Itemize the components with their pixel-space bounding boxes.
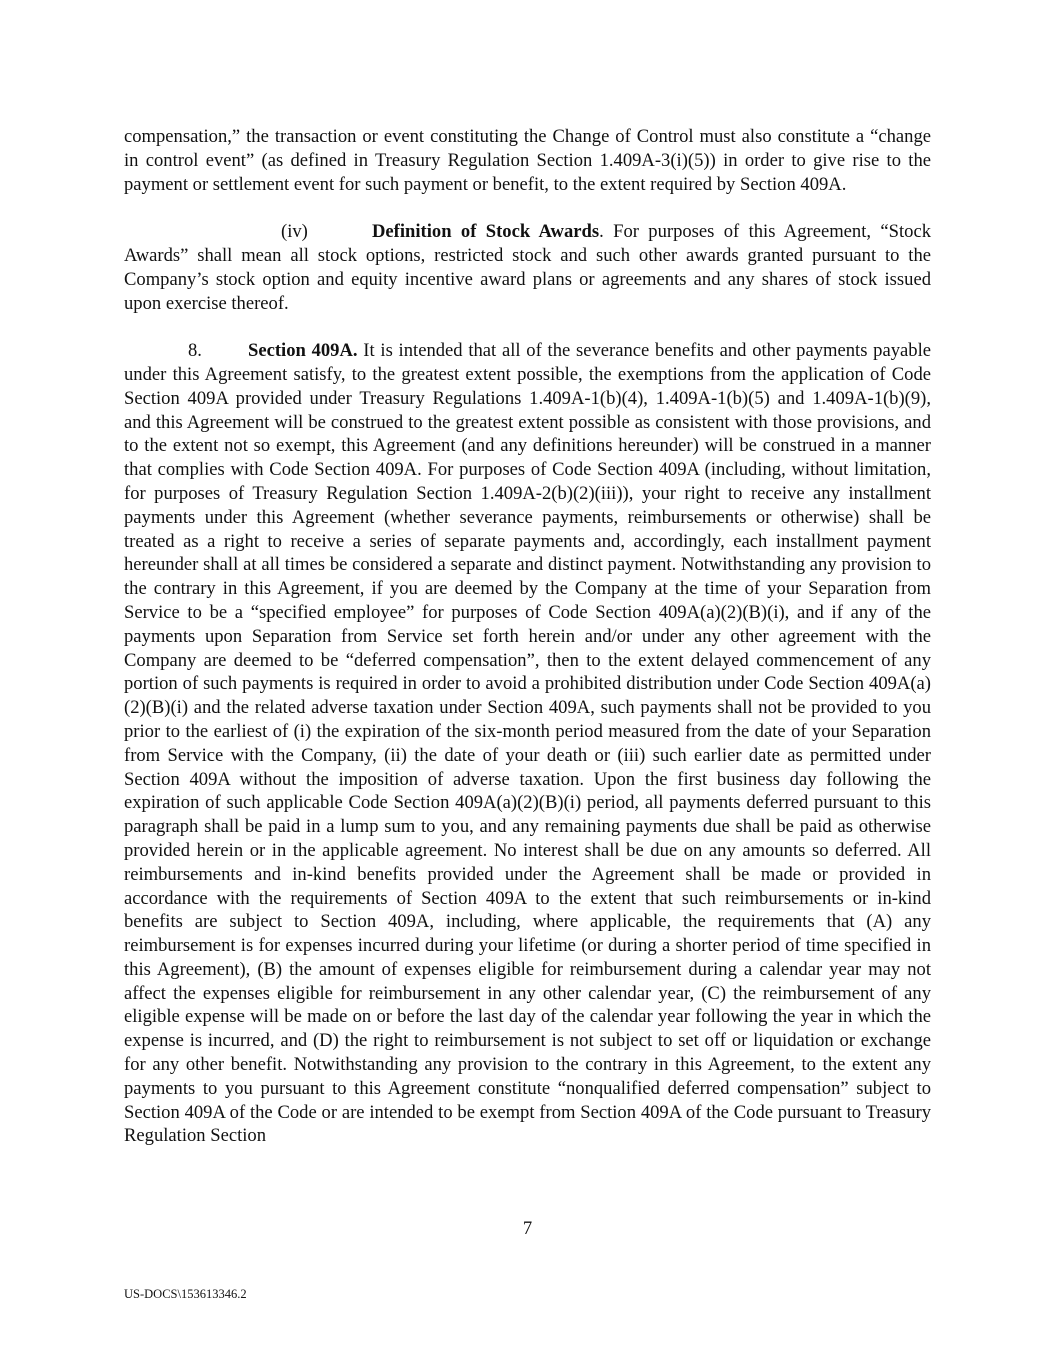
stock-awards-text: . For purposes of this Agreement, “Stock Awards” shall mean all stock options, restricted stock and such other awards granted pursuant to the Company’s stock option and equity incentive award plans or agreements and any shares of stock issued upon exercise thereof. bbox=[124, 221, 931, 314]
stock-awards-paragraph bbox=[124, 220, 931, 315]
section-409a-heading: Section 409A. bbox=[248, 340, 358, 362]
stock-awards-heading: Definition of Stock Awards bbox=[372, 221, 600, 243]
section-409a-paragraph bbox=[124, 339, 931, 1148]
section-number: 8. bbox=[188, 340, 202, 362]
document-id: US-DOCS\153613346.2 bbox=[124, 1287, 247, 1301]
continuation-paragraph: compensation,” the transaction or event constituting the Change of Control must also constitute a “change in control event” (as defined in Treasury Regulation Section 1.409A-3(i)(5)) in order to give rise to the payment or settlement event for such payment or benefit, to the extent required by Section 409A. bbox=[124, 126, 931, 195]
section-409a-text: It is intended that all of the severance benefits and other payments payable under this Agreement satisfy, to the greatest extent possible, the exemptions from the application of Code Section 409A provided under Treasury Regulations 1.409A-1(b)(4), 1.409A-1(b)(5) and 1.409A-1(b)(9), and this Agreement will be construed to the greatest extent possible as consistent with those provisions, and to the extent not so exempt, this Agreement (and any definitions hereunder) will be construed in a manner that complies with Code Section 409A. For purposes of Code Section 409A (including, without limitation, for purposes of Treasury Regulation Section 1.409A-2(b)(2)(iii)), your right to receive any installment payments under this Agreement (whether severance payments, reimbursements or otherwise) shall be treated as a right to receive a series of separate payments and, accordingly, each installment payment hereunder shall at all times be considered a separate and distinct payment. Notwithstanding any provision to the contrary in this Agreement, if you are deemed by the Company at the time of your Separation from Service to be a “specified employee” for purposes of Code Section 409A(a)(2)(B)(i), and if any of the payments upon Separation from Service set forth herein and/or under any other agreement with the Company are deemed to be “deferred compensation”, then to the extent delayed commencement of any portion of such payments is required in order to avoid a prohibited distribution under Code Section 409A(a)(2)(B)(i) and the related adverse taxation under Section 409A, such payments shall not be provided to you prior to the earliest of (i) the expiration of the six-month period measured from the date of your Separation from Service with the Company, (ii) the date of your death or (iii) such earlier date as permitted under Section 409A without the imposition of adverse taxation. Upon the first business day following the expiration of such applicable Code Section 409A(a)(2)(B)(i) period, all payments deferred pursuant to this paragraph shall be paid in a lump sum to you, and any remaining payments due shall be paid as otherwise provided herein or in the applicable agreement. No interest shall be due on any amounts so deferred. All reimbursements and in-kind benefits provided under the Agreement shall be made or provided in accordance with the requirements of Section 409A to the extent that such reimbursements or in-kind benefits are subject to Section 409A, including, where applicable, the requirements that (A) any reimbursement is for expenses incurred during your lifetime (or during a shorter period of time specified in this Agreement), (B) the amount of expenses eligible for reimbursement during a calendar year may not affect the expenses eligible for reimbursement in any other calendar year, (C) the reimbursement of any eligible expense will be made on or before the last day of the calendar year following the year in which the expense is incurred, and (D) the right to reimbursement is not subject to set off or liquidation or exchange for any other benefit. Notwithstanding any provision to the contrary in this Agreement, to the extent any payments to you pursuant to this Agreement constitute “nonqualified deferred compensation” subject to Section 409A of the Code or are intended to be exempt from Section 409A of the Code pursuant to Treasury Regulation Section bbox=[124, 340, 931, 1147]
page-number: 7 bbox=[522, 1218, 533, 1239]
subsection-label: (iv) bbox=[281, 221, 308, 243]
document-body bbox=[124, 125, 931, 1172]
